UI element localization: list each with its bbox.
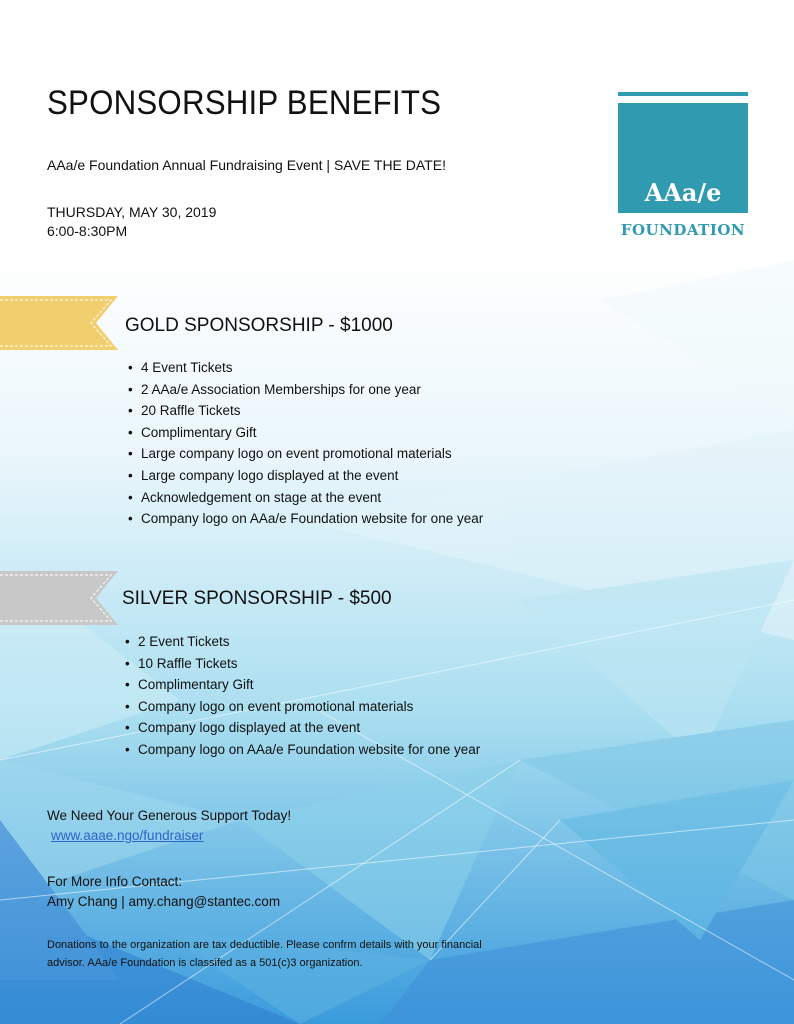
support-heading: We Need Your Generous Support Today!	[47, 808, 292, 823]
silver-ribbon	[0, 571, 118, 625]
logo-foundation-text: FOUNDATION	[620, 221, 746, 239]
benefit-item: • Acknowledgement on stage at the event	[128, 487, 483, 509]
benefit-item: • Company logo displayed at the event	[125, 717, 480, 739]
gold-benefits-list	[128, 357, 483, 530]
benefit-item: • Company logo on AAa/e Foundation website for one year	[128, 508, 483, 530]
event-time: 6:00-8:30PM	[47, 223, 128, 239]
benefit-item: • 4 Event Tickets	[128, 357, 483, 379]
silver-tier-title: SILVER SPONSORSHIP - $500	[122, 588, 392, 609]
benefit-item: • Company logo on event promotional materials	[125, 696, 480, 718]
gold-ribbon	[0, 296, 118, 350]
contact-line: Amy Chang | amy.chang@stantec.com	[47, 894, 281, 909]
benefit-item: • 2 AAa/e Association Memberships for one year	[128, 379, 483, 401]
event-subtitle: AAa/e Foundation Annual Fundraising Event | SAVE THE DATE!	[47, 157, 446, 173]
tax-disclaimer: Donations to the organization are tax deductible. Please confrm details with your financial advisor. AAa/e Foundation is classifed as a 501(c)3 organization.	[47, 939, 482, 969]
page-title: SPONSORSHIP BENEFITS	[47, 84, 442, 122]
benefit-item: • Complimentary Gift	[128, 422, 483, 444]
event-date: THURSDAY, MAY 30, 2019	[47, 204, 217, 220]
benefit-item: • 2 Event Tickets	[125, 631, 480, 653]
benefit-item: • Complimentary Gift	[125, 674, 480, 696]
silver-benefits-list	[125, 631, 480, 761]
benefit-item: • Company logo on AAa/e Foundation website for one year	[125, 739, 480, 761]
benefit-item: • Large company logo on event promotional materials	[128, 443, 483, 465]
contact-section	[47, 872, 280, 912]
event-datetime	[47, 203, 216, 241]
logo-top-bar	[618, 92, 748, 96]
fundraiser-link[interactable]: www.aaae.ngo/fundraiser	[51, 828, 204, 843]
logo-wordmark: AAa/e	[644, 178, 722, 207]
benefit-item: • Large company logo displayed at the event	[128, 465, 483, 487]
support-section	[47, 806, 291, 846]
gold-tier-title: GOLD SPONSORSHIP - $1000	[125, 315, 393, 336]
foundation-logo	[618, 92, 748, 242]
benefit-item: • 10 Raffle Tickets	[125, 653, 480, 675]
benefit-item: • 20 Raffle Tickets	[128, 400, 483, 422]
contact-heading: For More Info Contact:	[47, 874, 183, 889]
